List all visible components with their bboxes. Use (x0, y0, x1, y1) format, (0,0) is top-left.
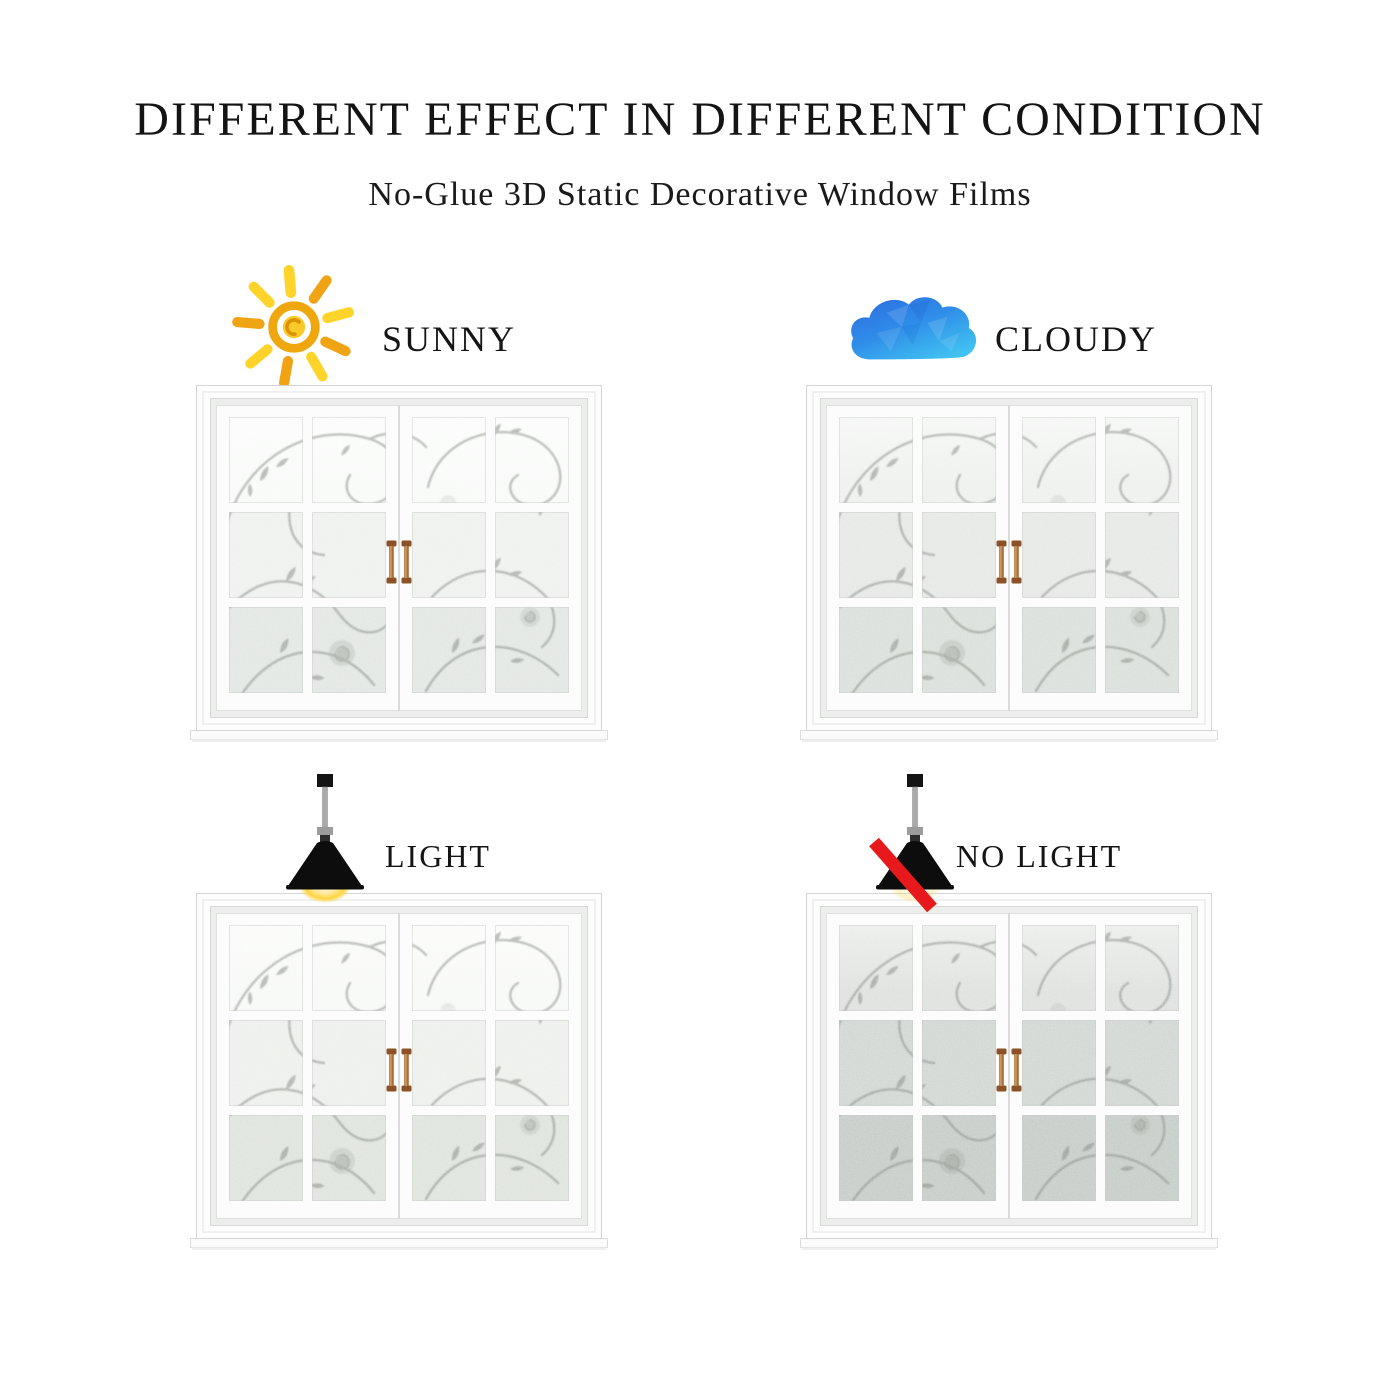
condition-label-sunny: SUNNY (382, 319, 517, 359)
window-no-light (800, 893, 1218, 1251)
window-sunny (190, 385, 608, 743)
window-cloudy (800, 385, 1218, 743)
pendant-lamp-on-icon (280, 772, 370, 917)
condition-label-cloudy: CLOUDY (995, 319, 1157, 359)
pendant-lamp-off-icon (870, 772, 960, 917)
sun-icon (234, 264, 358, 388)
window-light (190, 893, 608, 1251)
cloud-icon (846, 292, 980, 372)
condition-label-no-light: NO LIGHT (956, 838, 1123, 874)
page-subtitle: No-Glue 3D Static Decorative Window Films (368, 176, 1032, 213)
page-title: DIFFERENT EFFECT IN DIFFERENT CONDITION (134, 93, 1266, 146)
condition-label-light: LIGHT (385, 838, 491, 874)
